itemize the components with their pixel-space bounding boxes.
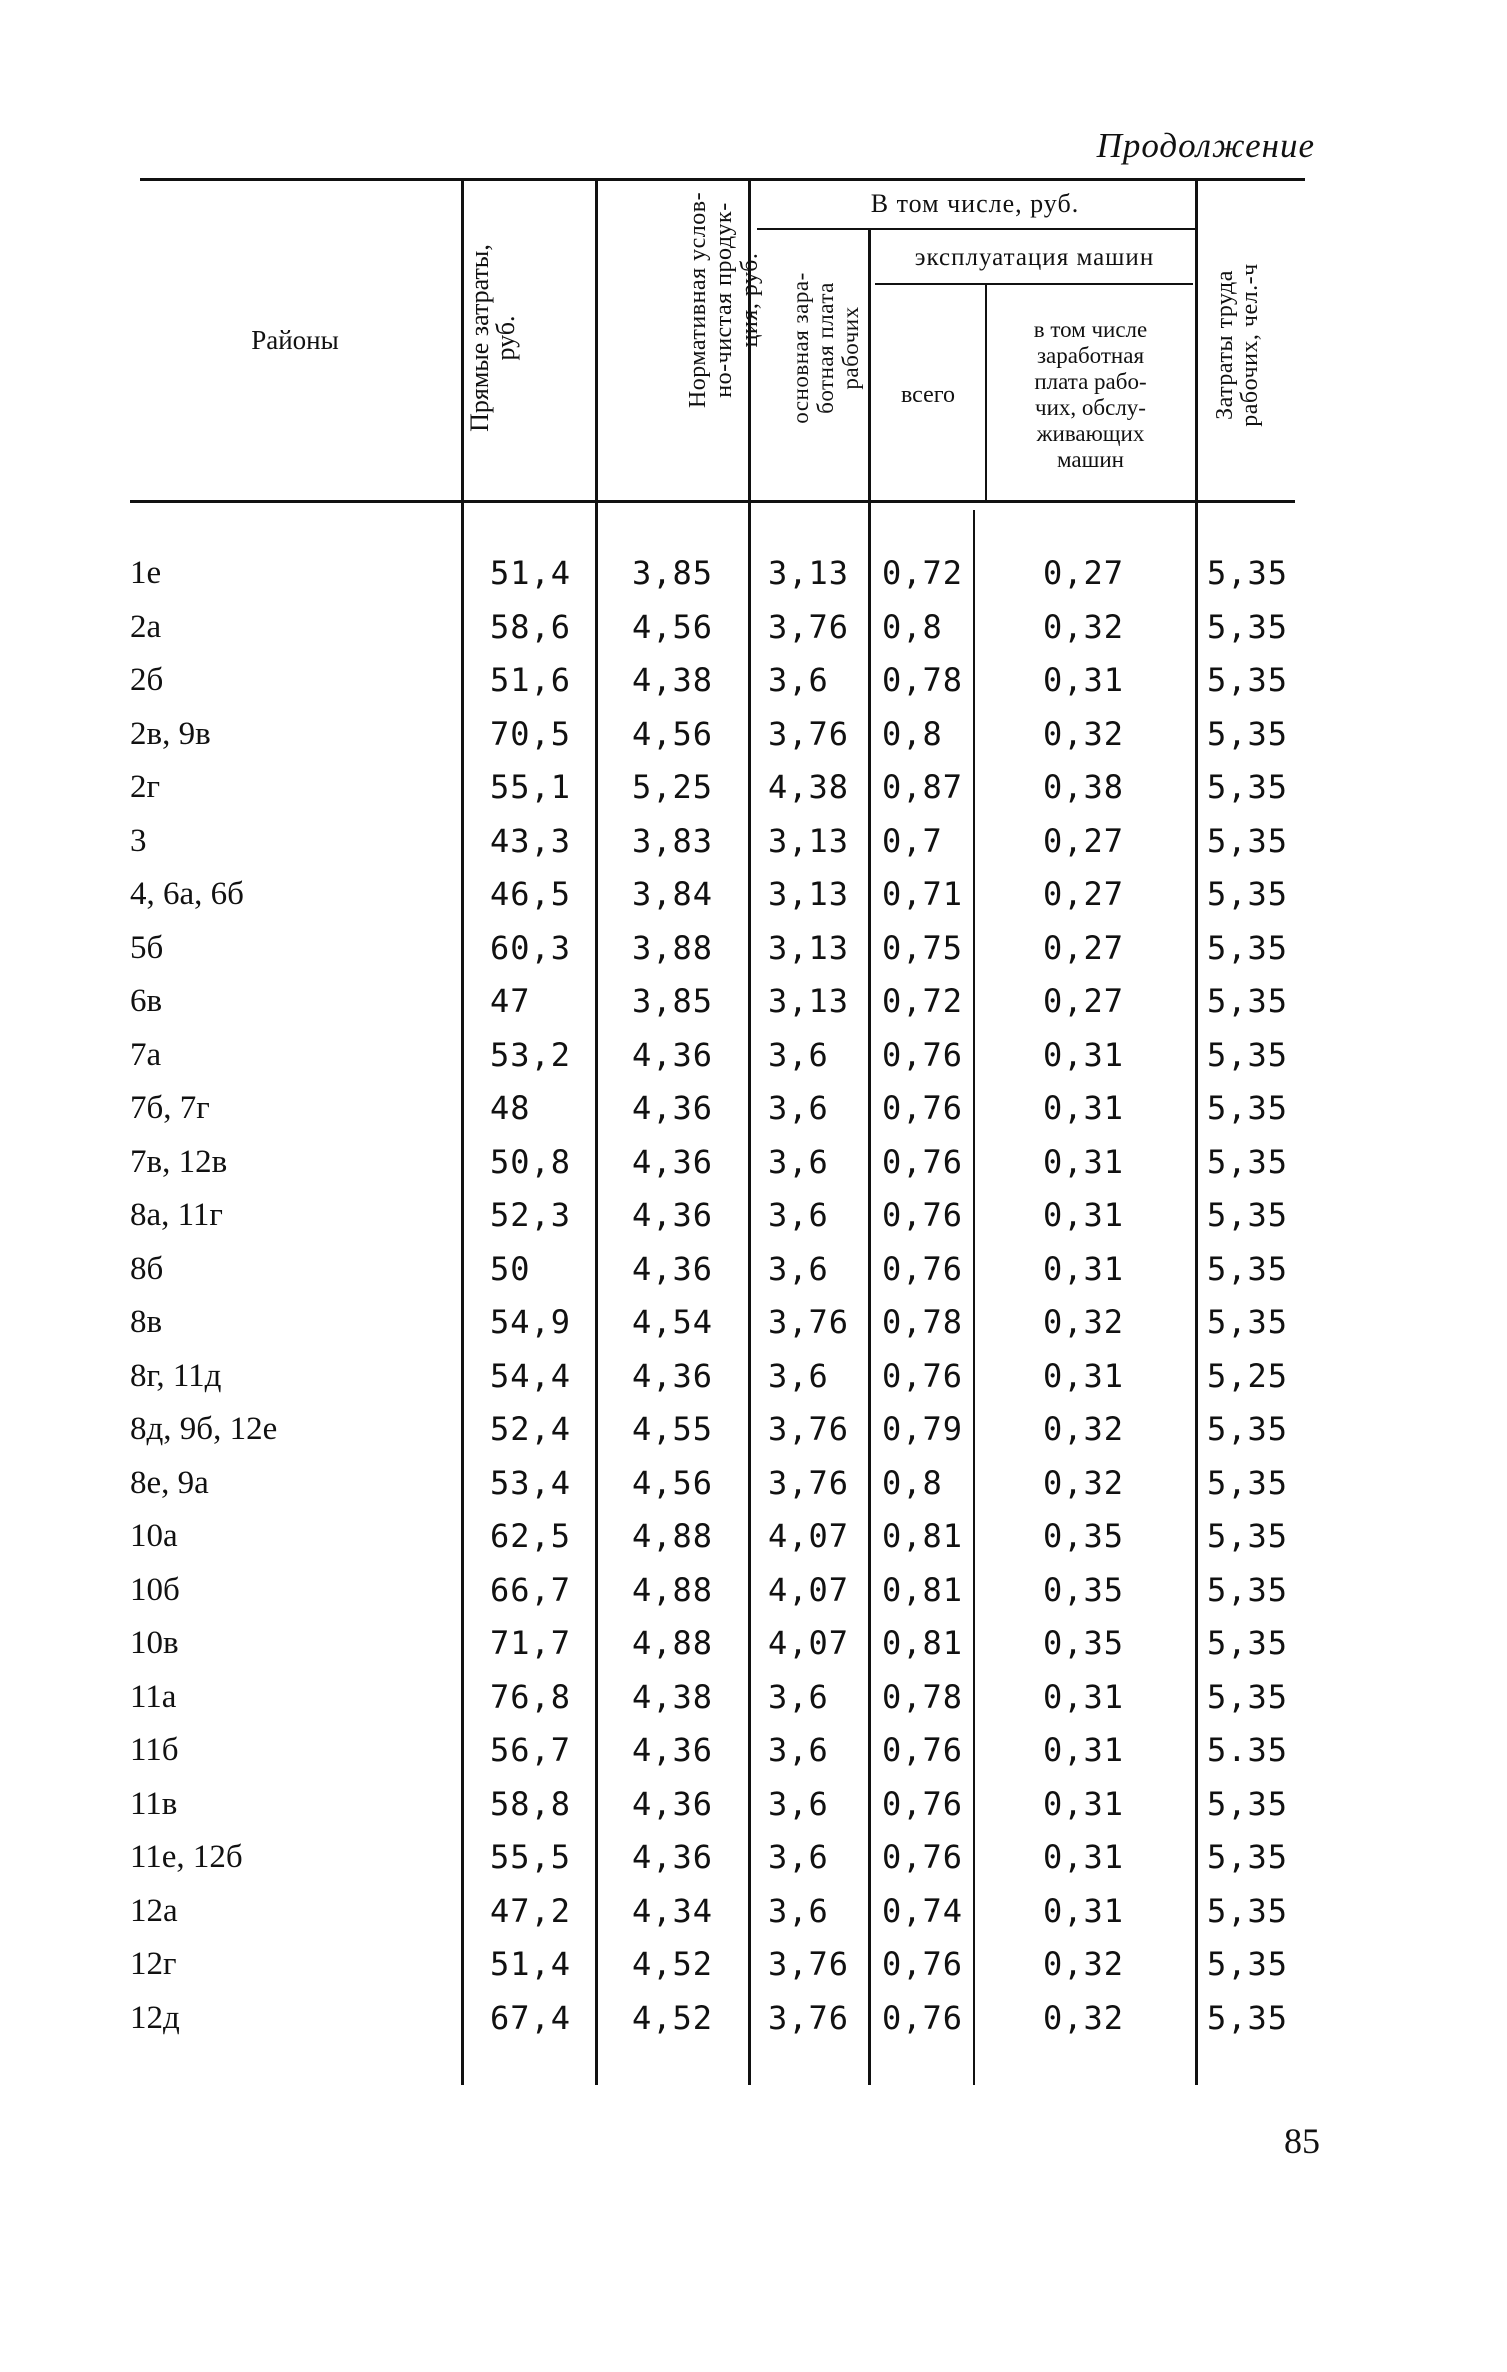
labor-cost-cell: 5,35 bbox=[1207, 1410, 1289, 1448]
region-cell: 7а bbox=[130, 1036, 162, 1073]
machine-wage-cell: 0,31 bbox=[1043, 661, 1125, 699]
header-including: В том числе, руб. bbox=[870, 189, 1080, 218]
header-base-wage: основная зара- ботная плата рабочих bbox=[787, 272, 863, 424]
normative-output-cell: 4,56 bbox=[632, 607, 714, 646]
machine-total-cell: 0,72 bbox=[882, 554, 964, 592]
base-wage-cell: 3,13 bbox=[768, 982, 850, 1020]
machine-wage-cell: 0,35 bbox=[1043, 1570, 1125, 1609]
region-cell: 7в, 12в bbox=[130, 1143, 228, 1180]
direct-costs-cell: 46,5 bbox=[490, 875, 572, 913]
labor-cost-cell: 5.35 bbox=[1207, 1731, 1289, 1769]
normative-output-cell: 4,36 bbox=[632, 1035, 714, 1074]
labor-cost-cell: 5,35 bbox=[1207, 928, 1289, 967]
region-cell: 8д, 9б, 12е bbox=[130, 1411, 278, 1447]
machine-total-cell: 0,76 bbox=[882, 1142, 964, 1181]
machine-total-cell: 0,75 bbox=[882, 928, 964, 967]
machine-total-cell: 0,78 bbox=[882, 1303, 964, 1341]
direct-costs-cell: 55,5 bbox=[490, 1838, 572, 1876]
direct-costs-cell: 56,7 bbox=[490, 1731, 572, 1769]
machine-total-cell: 0,71 bbox=[882, 875, 964, 913]
region-cell: 11е, 12б bbox=[130, 1839, 243, 1875]
machine-wage-cell: 0,31 bbox=[1043, 1356, 1125, 1395]
machine-total-cell: 0,76 bbox=[882, 1731, 964, 1769]
machine-wage-cell: 0,32 bbox=[1043, 1998, 1125, 2037]
machine-total-cell: 0,79 bbox=[882, 1410, 964, 1448]
normative-output-cell: 3,88 bbox=[632, 928, 714, 967]
region-cell: 1е bbox=[130, 555, 162, 591]
normative-output-cell: 4,88 bbox=[632, 1624, 714, 1662]
machine-wage-cell: 0,27 bbox=[1043, 982, 1125, 1020]
normative-output-cell: 4,36 bbox=[632, 1731, 714, 1769]
normative-output-cell: 4,34 bbox=[632, 1891, 714, 1930]
direct-costs-cell: 47,2 bbox=[490, 1891, 572, 1930]
region-cell: 12а bbox=[130, 1892, 178, 1929]
machine-wage-cell: 0,31 bbox=[1043, 1196, 1125, 1234]
direct-costs-cell: 53,2 bbox=[490, 1035, 572, 1074]
direct-costs-cell: 51,4 bbox=[490, 554, 572, 592]
normative-output-cell: 4,55 bbox=[632, 1410, 714, 1448]
machine-total-cell: 0,78 bbox=[882, 1677, 964, 1716]
base-wage-cell: 3,76 bbox=[768, 1410, 850, 1448]
machine-wage-cell: 0,27 bbox=[1043, 875, 1125, 913]
region-cell: 10в bbox=[130, 1625, 179, 1661]
machine-wage-cell: 0,32 bbox=[1043, 607, 1125, 646]
labor-cost-cell: 5,35 bbox=[1207, 1196, 1289, 1234]
col-divider-3 bbox=[748, 180, 751, 2085]
normative-output-cell: 4,88 bbox=[632, 1570, 714, 1609]
machine-total-cell: 0,81 bbox=[882, 1624, 964, 1662]
machines-rule bbox=[875, 283, 1193, 285]
normative-output-cell: 3,84 bbox=[632, 875, 714, 913]
region-cell: 8в bbox=[130, 1304, 163, 1340]
machine-total-cell: 0,76 bbox=[882, 1945, 964, 1983]
machine-total-cell: 0,8 bbox=[882, 607, 943, 646]
header-total: всего bbox=[900, 382, 956, 408]
base-wage-cell: 3,6 bbox=[768, 1677, 829, 1716]
machine-wage-cell: 0,31 bbox=[1043, 1142, 1125, 1181]
region-cell: 7б, 7г bbox=[130, 1090, 210, 1126]
machine-wage-cell: 0,31 bbox=[1043, 1891, 1125, 1930]
base-wage-cell: 3,13 bbox=[768, 875, 850, 913]
labor-cost-cell: 5,35 bbox=[1207, 1517, 1289, 1555]
machine-total-cell: 0,76 bbox=[882, 1089, 964, 1127]
col-divider-4 bbox=[985, 283, 987, 500]
labor-cost-cell: 5,35 bbox=[1207, 661, 1289, 699]
direct-costs-cell: 53,4 bbox=[490, 1463, 572, 1502]
labor-cost-cell: 5,35 bbox=[1207, 1891, 1289, 1930]
normative-output-cell: 4,36 bbox=[632, 1838, 714, 1876]
base-wage-cell: 3,6 bbox=[768, 1035, 829, 1074]
machine-wage-cell: 0,27 bbox=[1043, 928, 1125, 967]
labor-cost-cell: 5,35 bbox=[1207, 1677, 1289, 1716]
normative-output-cell: 4,52 bbox=[632, 1945, 714, 1983]
base-wage-cell: 3,6 bbox=[768, 1142, 829, 1181]
base-wage-cell: 3,76 bbox=[768, 1945, 850, 1983]
region-cell: 11в bbox=[130, 1785, 178, 1822]
region-cell: 4, 6а, 6б bbox=[130, 876, 244, 912]
region-cell: 2в, 9в bbox=[130, 715, 211, 752]
labor-cost-cell: 5,35 bbox=[1207, 1998, 1289, 2037]
base-wage-cell: 3,76 bbox=[768, 607, 850, 646]
col-divider-1 bbox=[461, 180, 464, 2085]
header-labor: Затраты труда рабочих, чел.-ч bbox=[1212, 263, 1263, 427]
region-cell: 8б bbox=[130, 1250, 164, 1287]
labor-cost-cell: 5,35 bbox=[1207, 1784, 1289, 1823]
machine-total-cell: 0,72 bbox=[882, 982, 964, 1020]
direct-costs-cell: 54,9 bbox=[490, 1303, 572, 1341]
base-wage-cell: 3,6 bbox=[768, 1838, 829, 1876]
region-cell: 2б bbox=[130, 662, 164, 698]
machine-total-cell: 0,76 bbox=[882, 1998, 964, 2037]
region-cell: 5б bbox=[130, 929, 164, 966]
labor-cost-cell: 5,35 bbox=[1207, 554, 1289, 592]
machine-wage-cell: 0,32 bbox=[1043, 1463, 1125, 1502]
machine-wage-cell: 0,31 bbox=[1043, 1089, 1125, 1127]
machine-wage-cell: 0,27 bbox=[1043, 821, 1125, 860]
col-divider-incl bbox=[973, 510, 975, 2085]
machine-total-cell: 0,87 bbox=[882, 768, 964, 806]
labor-cost-cell: 5,35 bbox=[1207, 1142, 1289, 1181]
labor-cost-cell: 5,35 bbox=[1207, 1570, 1289, 1609]
direct-costs-cell: 43,3 bbox=[490, 821, 572, 860]
direct-costs-cell: 51,4 bbox=[490, 1945, 572, 1983]
labor-cost-cell: 5,35 bbox=[1207, 714, 1289, 753]
normative-output-cell: 3,83 bbox=[632, 821, 714, 860]
labor-cost-cell: 5,35 bbox=[1207, 1089, 1289, 1127]
machine-wage-cell: 0,31 bbox=[1043, 1784, 1125, 1823]
header-incl-wage: в том числе заработная плата рабо- чих, обслу- живающих машин bbox=[1033, 317, 1148, 472]
base-wage-cell: 3,6 bbox=[768, 1356, 829, 1395]
normative-output-cell: 4,38 bbox=[632, 1677, 714, 1716]
machine-wage-cell: 0,31 bbox=[1043, 1838, 1125, 1876]
labor-cost-cell: 5,35 bbox=[1207, 821, 1289, 860]
labor-cost-cell: 5,35 bbox=[1207, 982, 1289, 1020]
machine-total-cell: 0,76 bbox=[882, 1249, 964, 1288]
base-wage-cell: 3,6 bbox=[768, 1196, 829, 1234]
direct-costs-cell: 52,3 bbox=[490, 1196, 572, 1234]
normative-output-cell: 4,88 bbox=[632, 1517, 714, 1555]
base-wage-cell: 4,07 bbox=[768, 1624, 850, 1662]
machine-total-cell: 0,81 bbox=[882, 1570, 964, 1609]
base-wage-cell: 4,07 bbox=[768, 1570, 850, 1609]
labor-cost-cell: 5,25 bbox=[1207, 1356, 1289, 1395]
direct-costs-cell: 52,4 bbox=[490, 1410, 572, 1448]
region-cell: 2г bbox=[130, 769, 161, 805]
normative-output-cell: 3,85 bbox=[632, 554, 714, 592]
direct-costs-cell: 50,8 bbox=[490, 1142, 572, 1181]
region-cell: 6в bbox=[130, 983, 163, 1019]
base-wage-cell: 3,13 bbox=[768, 928, 850, 967]
normative-output-cell: 4,36 bbox=[632, 1249, 714, 1288]
base-wage-cell: 3,6 bbox=[768, 1731, 829, 1769]
machine-total-cell: 0,76 bbox=[882, 1356, 964, 1395]
region-cell: 10а bbox=[130, 1518, 178, 1554]
base-wage-cell: 3,6 bbox=[768, 1249, 829, 1288]
machine-wage-cell: 0,31 bbox=[1043, 1731, 1125, 1769]
base-wage-cell: 4,07 bbox=[768, 1517, 850, 1555]
normative-output-cell: 5,25 bbox=[632, 768, 714, 806]
machine-wage-cell: 0,32 bbox=[1043, 714, 1125, 753]
machine-wage-cell: 0,32 bbox=[1043, 1945, 1125, 1983]
header-regions: Районы bbox=[251, 325, 339, 355]
col-divider-2 bbox=[595, 180, 598, 2085]
direct-costs-cell: 54,4 bbox=[490, 1356, 572, 1395]
machine-total-cell: 0,7 bbox=[882, 821, 943, 860]
base-wage-cell: 3,76 bbox=[768, 714, 850, 753]
machine-total-cell: 0,78 bbox=[882, 661, 964, 699]
region-cell: 11б bbox=[130, 1732, 179, 1768]
labor-cost-cell: 5,35 bbox=[1207, 875, 1289, 913]
normative-output-cell: 4,36 bbox=[632, 1142, 714, 1181]
base-wage-cell: 3,76 bbox=[768, 1303, 850, 1341]
base-wage-cell: 3,13 bbox=[768, 554, 850, 592]
region-cell: 10б bbox=[130, 1571, 180, 1608]
normative-output-cell: 4,54 bbox=[632, 1303, 714, 1341]
labor-cost-cell: 5,35 bbox=[1207, 1035, 1289, 1074]
base-wage-cell: 3,6 bbox=[768, 1891, 829, 1930]
direct-costs-cell: 55,1 bbox=[490, 768, 572, 806]
normative-output-cell: 4,36 bbox=[632, 1196, 714, 1234]
header-machine-ops: эксплуатация машин bbox=[914, 244, 1155, 271]
region-cell: 3 bbox=[130, 822, 147, 859]
direct-costs-cell: 58,6 bbox=[490, 607, 572, 646]
region-cell: 2а bbox=[130, 608, 162, 645]
base-wage-cell: 3,6 bbox=[768, 661, 829, 699]
direct-costs-cell: 60,3 bbox=[490, 928, 572, 967]
machine-wage-cell: 0,27 bbox=[1043, 554, 1125, 592]
labor-cost-cell: 5,35 bbox=[1207, 607, 1289, 646]
machine-wage-cell: 0,31 bbox=[1043, 1035, 1125, 1074]
region-cell: 8г, 11д bbox=[130, 1357, 222, 1394]
col-divider-wage bbox=[868, 230, 871, 2085]
normative-output-cell: 4,56 bbox=[632, 1463, 714, 1502]
direct-costs-cell: 47 bbox=[490, 982, 531, 1020]
machine-wage-cell: 0,35 bbox=[1043, 1624, 1125, 1662]
base-wage-cell: 3,76 bbox=[768, 1998, 850, 2037]
machine-total-cell: 0,76 bbox=[882, 1784, 964, 1823]
direct-costs-cell: 51,6 bbox=[490, 661, 572, 699]
machine-wage-cell: 0,32 bbox=[1043, 1410, 1125, 1448]
header-bottom-rule bbox=[130, 500, 1295, 503]
base-wage-cell: 3,13 bbox=[768, 821, 850, 860]
machine-total-cell: 0,8 bbox=[882, 714, 943, 753]
machine-wage-cell: 0,38 bbox=[1043, 768, 1125, 806]
base-wage-cell: 3,6 bbox=[768, 1784, 829, 1823]
machine-wage-cell: 0,31 bbox=[1043, 1677, 1125, 1716]
direct-costs-cell: 67,4 bbox=[490, 1998, 572, 2037]
labor-cost-cell: 5,35 bbox=[1207, 768, 1289, 806]
normative-output-cell: 4,52 bbox=[632, 1998, 714, 2037]
header-direct-costs: Прямые затраты, руб. bbox=[465, 244, 520, 432]
machine-wage-cell: 0,35 bbox=[1043, 1517, 1125, 1555]
machine-total-cell: 0,76 bbox=[882, 1035, 964, 1074]
machine-total-cell: 0,76 bbox=[882, 1838, 964, 1876]
labor-cost-cell: 5,35 bbox=[1207, 1303, 1289, 1341]
region-cell: 12г bbox=[130, 1946, 177, 1982]
machine-total-cell: 0,81 bbox=[882, 1517, 964, 1555]
direct-costs-cell: 48 bbox=[490, 1089, 531, 1127]
region-cell: 11а bbox=[130, 1678, 177, 1715]
region-cell: 8е, 9а bbox=[130, 1464, 209, 1501]
labor-cost-cell: 5,35 bbox=[1207, 1249, 1289, 1288]
region-cell: 12д bbox=[130, 1999, 180, 2036]
normative-output-cell: 4,36 bbox=[632, 1089, 714, 1127]
labor-cost-cell: 5,35 bbox=[1207, 1463, 1289, 1502]
page-number: 85 bbox=[1284, 2121, 1320, 2161]
direct-costs-cell: 71,7 bbox=[490, 1624, 572, 1662]
direct-costs-cell: 58,8 bbox=[490, 1784, 572, 1823]
machine-total-cell: 0,76 bbox=[882, 1196, 964, 1234]
normative-output-cell: 4,38 bbox=[632, 661, 714, 699]
normative-output-cell: 4,36 bbox=[632, 1356, 714, 1395]
machine-total-cell: 0,8 bbox=[882, 1463, 943, 1502]
direct-costs-cell: 66,7 bbox=[490, 1570, 572, 1609]
machine-total-cell: 0,74 bbox=[882, 1891, 964, 1930]
normative-output-cell: 4,56 bbox=[632, 714, 714, 753]
labor-cost-cell: 5,35 bbox=[1207, 1624, 1289, 1662]
direct-costs-cell: 76,8 bbox=[490, 1677, 572, 1716]
base-wage-cell: 3,76 bbox=[768, 1463, 850, 1502]
continuation-label: Продолжение bbox=[1096, 126, 1315, 165]
machine-wage-cell: 0,32 bbox=[1043, 1303, 1125, 1341]
labor-cost-cell: 5,35 bbox=[1207, 1945, 1289, 1983]
direct-costs-cell: 50 bbox=[490, 1249, 531, 1288]
region-cell: 8а, 11г bbox=[130, 1197, 223, 1233]
base-wage-cell: 3,6 bbox=[768, 1089, 829, 1127]
base-wage-cell: 4,38 bbox=[768, 768, 850, 806]
machine-wage-cell: 0,31 bbox=[1043, 1249, 1125, 1288]
col-divider-5 bbox=[1195, 180, 1198, 2085]
normative-output-cell: 4,36 bbox=[632, 1784, 714, 1823]
header-normative-output: Нормативная услов- но-чистая продук- ция, руб. bbox=[685, 191, 763, 409]
direct-costs-cell: 70,5 bbox=[490, 714, 572, 753]
labor-cost-cell: 5,35 bbox=[1207, 1838, 1289, 1876]
normative-output-cell: 3,85 bbox=[632, 982, 714, 1020]
direct-costs-cell: 62,5 bbox=[490, 1517, 572, 1555]
